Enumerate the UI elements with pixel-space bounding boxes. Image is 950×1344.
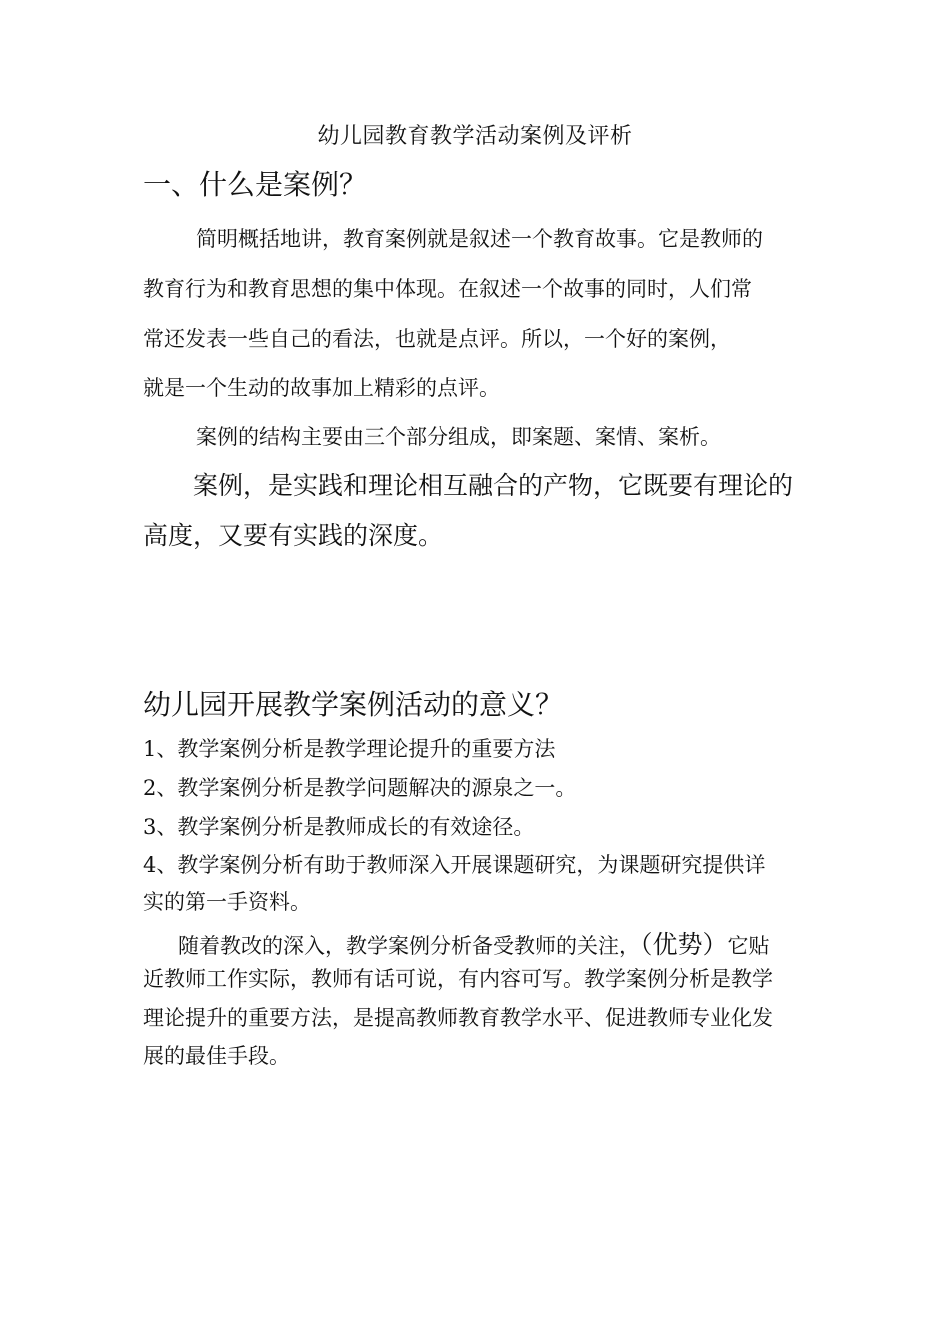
- paragraph-line: 就是一个生动的故事加上精彩的点评。: [143, 376, 500, 400]
- paragraph-line: 理论提升的重要方法，是提高教师教育教学水平、促进教师专业化发: [143, 1006, 773, 1030]
- list-item: 1、教学案例分析是教学理论提升的重要方法: [143, 737, 556, 761]
- list-item-continuation: 实的第一手资料。: [143, 890, 311, 914]
- document-title: 幼儿园教育教学活动案例及评析: [317, 124, 633, 149]
- paragraph-text: 随着教改的深入，教学案例分析备受教师的关注，: [178, 934, 640, 958]
- paragraph-line: [178, 925, 770, 961]
- paragraph-text: 它贴: [727, 934, 770, 958]
- paragraph-line-large: 高度，又要有实践的深度。: [143, 521, 444, 550]
- paragraph-line-large: 案例，是实践和理论相互融合的产物，它既要有理论的: [193, 471, 794, 500]
- paragraph-structure: 案例的结构主要由三个部分组成，即案题、案情、案析。: [196, 425, 721, 449]
- paragraph-line: 近教师工作实际，教师有话可说，有内容可写。教学案例分析是教学: [143, 967, 773, 991]
- list-item: 4、教学案例分析有助于教师深入开展课题研究，为课题研究提供详: [143, 853, 766, 877]
- list-item: 3、教学案例分析是教师成长的有效途径。: [143, 815, 535, 839]
- paragraph-line: 简明概括地讲，教育案例就是叙述一个教育故事。它是教师的: [196, 227, 763, 251]
- section-heading-significance: 幼儿园开展教学案例活动的意义？: [143, 688, 564, 721]
- emphasis-text: （优势）: [640, 930, 728, 959]
- paragraph-line: 教育行为和教育思想的集中体现。在叙述一个故事的同时，人们常: [143, 277, 752, 301]
- paragraph-line: 展的最佳手段。: [143, 1044, 290, 1068]
- paragraph-line: 常还发表一些自己的看法，也就是点评。所以，一个好的案例，: [143, 327, 731, 351]
- section-heading-what-is-case: 一、什么是案例？: [143, 168, 368, 201]
- list-item: 2、教学案例分析是教学问题解决的源泉之一。: [143, 776, 577, 800]
